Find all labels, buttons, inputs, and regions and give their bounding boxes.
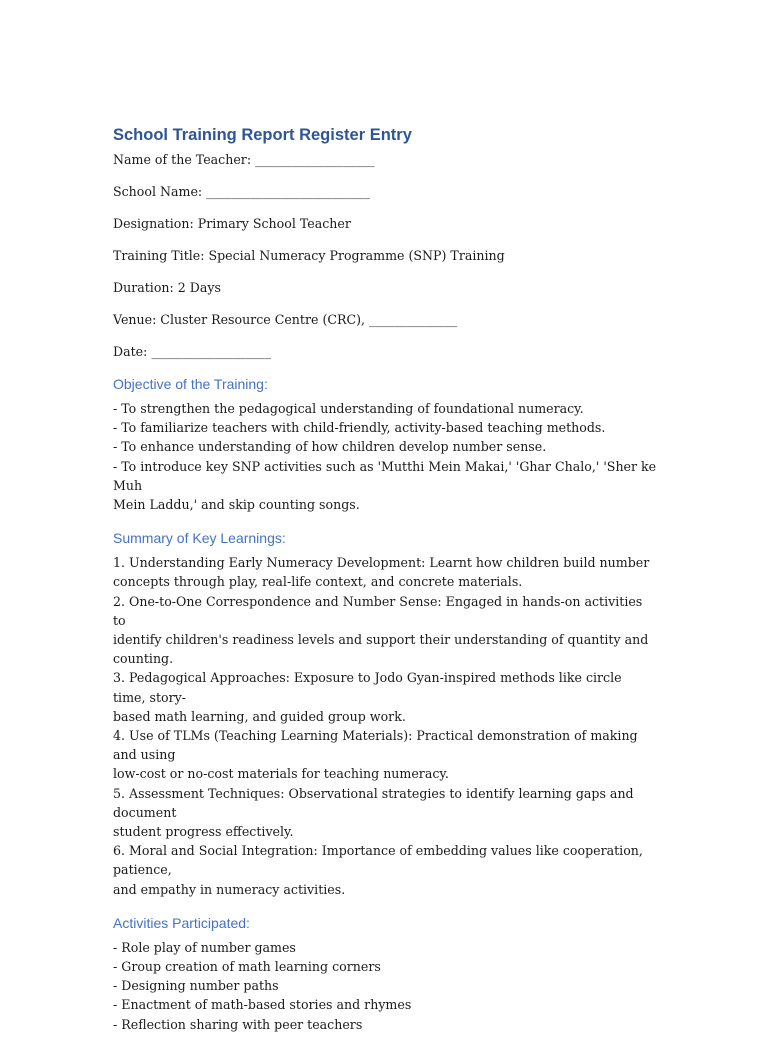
summary-line: 1. Understanding Early Numeracy Development: Learnt how children build number [113,555,650,571]
document-page [113,124,658,1048]
activities-section [113,913,658,1034]
summary-line: based math learning, and guided group work. [113,708,406,724]
activity-item: - Reflection sharing with peer teachers [113,1016,363,1032]
summary-line: 3. Pedagogical Approaches: Exposure to Jodo Gyan-inspired methods like circle time, story- [113,670,622,705]
summary-heading: Summary of Key Learnings: [113,530,286,547]
summary-line: student progress effectively. [113,824,294,840]
activity-item: - Role play of number games [113,939,296,955]
summary-line: 4. Use of TLMs (Teaching Learning Materials): Practical demonstration of making and using [113,728,638,763]
objective-line: - To enhance understanding of how children develop number sense. [113,439,547,455]
objective-line: - To introduce key SNP activities such as 'Mutthi Mein Makai,' 'Ghar Chalo,' 'Sher ke Muh [113,458,657,493]
designation-field: Designation: Primary School Teacher [113,216,351,231]
activity-item: - Group creation of math learning corners [113,959,381,975]
training-title-field: Training Title: Special Numeracy Programme (SNP) Training [113,248,505,263]
field-list [113,150,658,361]
summary-line: 5. Assessment Techniques: Observational strategies to identify learning gaps and document [113,785,634,820]
school-name-field: School Name: __________________________ [113,184,370,199]
summary-line: concepts through play, real-life context, and concrete materials. [113,574,523,590]
objective-line: - To familiarize teachers with child-friendly, activity-based teaching methods. [113,420,606,436]
summary-line: counting. [113,651,174,667]
objective-line: - To strengthen the pedagogical understanding of foundational numeracy. [113,401,584,416]
document-title: School Training Report Register Entry [113,126,412,144]
summary-line: 2. One-to-One Correspondence and Number Sense: Engaged in hands-on activities to [113,593,643,628]
summary-section [113,528,658,899]
objective-section [113,374,658,514]
summary-line: and empathy in numeracy activities. [113,881,346,897]
summary-line: 6. Moral and Social Integration: Importance of embedding values like cooperation, patience, [113,843,643,878]
duration-field: Duration: 2 Days [113,280,221,295]
activity-item: - Enactment of math-based stories and rhymes [113,997,412,1013]
venue-field: Venue: Cluster Resource Centre (CRC), ______________ [113,312,458,327]
teacher-name-field: Name of the Teacher: ___________________ [113,152,375,167]
date-field: Date: ___________________ [113,344,272,359]
objective-line: Mein Laddu,' and skip counting songs. [113,497,360,513]
objective-heading: Objective of the Training: [113,376,268,392]
activity-item: - Designing number paths [113,978,279,994]
summary-line: identify children's readiness levels and support their understanding of quantity and [113,632,649,648]
summary-line: low-cost or no-cost materials for teaching numeracy. [113,766,449,782]
activities-heading: Activities Participated: [113,914,250,931]
